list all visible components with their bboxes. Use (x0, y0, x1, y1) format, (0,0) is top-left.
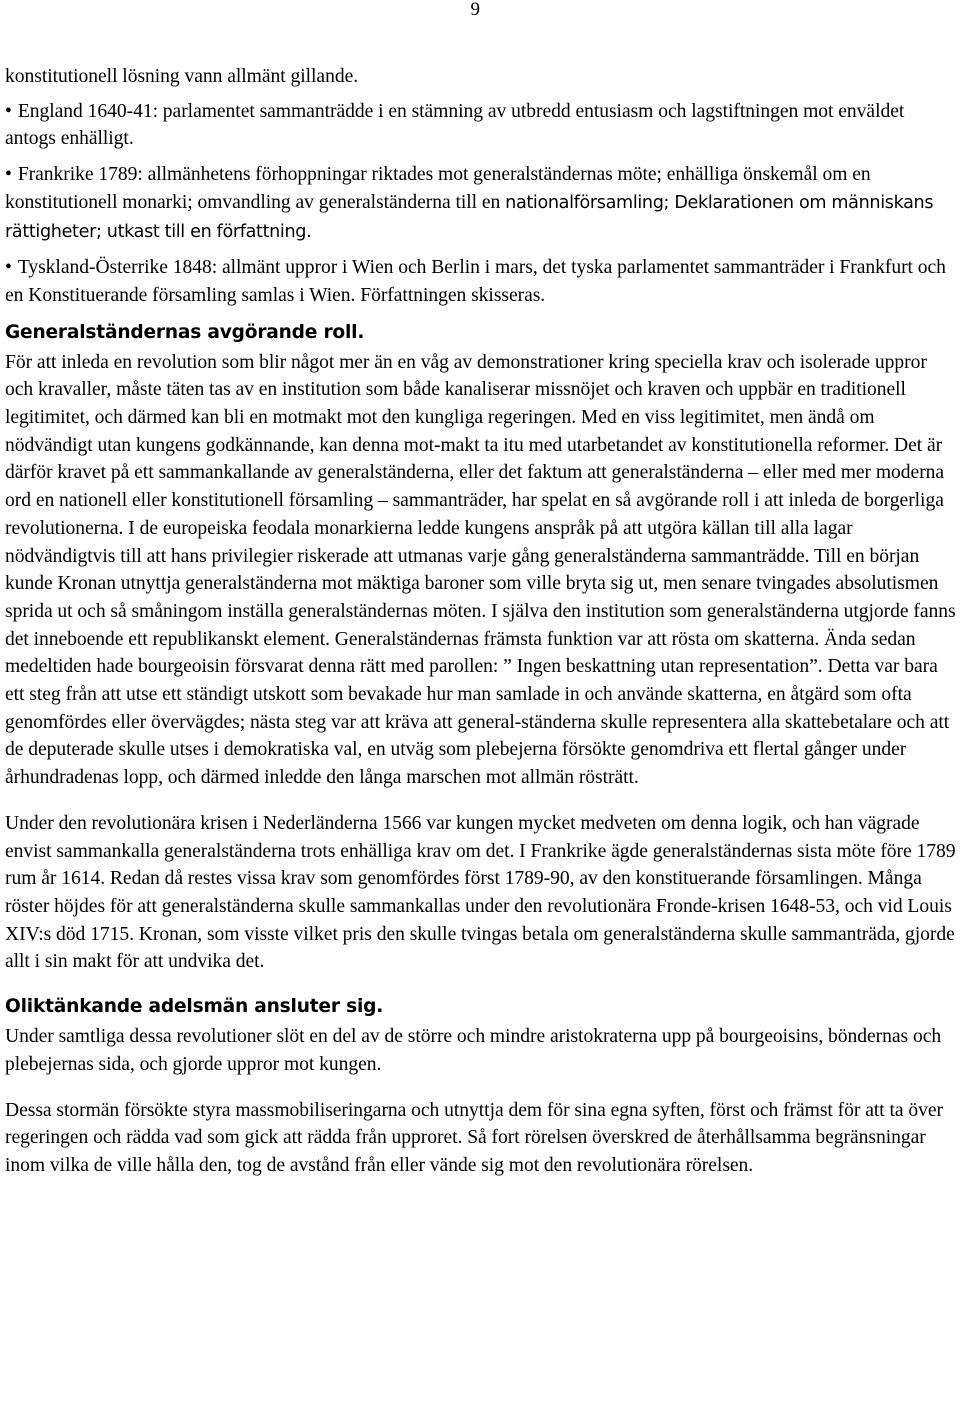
bullet-text-sans: nationalförsamling; Deklarationen om människans rättigheter; utkast till en författning. (5, 192, 934, 242)
bullet-item-tyskland: • Tyskland-Österrike 1848: allmänt uppror i Wien och Berlin i mars, det tyska parlamentet sammanträder i Frankfurt och en Konstituerande församling samlas i Wien. Författningen skisseras. (5, 254, 957, 309)
paragraph: Dessa stormän försökte styra massmobiliseringarna och utnyttja dem för sina egna syften, först och främst för att ta över regeringen och rädda vad som gick att rädda från upproret. Så fort rörelsen överskred de återhållsamma begränsningar inom vilka de ville hålla den, tog de avstånd från eller vände sig mot den revolutionära rörelsen. (5, 1099, 944, 1176)
bullet-item-frankrike (5, 161, 957, 246)
document-body (5, 63, 957, 1198)
section-heading-generalstanderna: Generalständernas avgörande roll. (5, 321, 365, 343)
page-number: 9 (470, 0, 480, 20)
section-heading-adelsman: Oliktänkande adelsmän ansluter sig. (5, 996, 384, 1018)
bullet-text-serif: Frankrike 1789: allmänhetens förhoppningar riktades mot generalständernas möte; enhälliga önskemål om en konstitutionell monarki; omvandling av generalständerna till en (5, 164, 871, 213)
paragraph: Under samtliga dessa revolutioner slöt en del av de större och mindre aristokraterna upp på bourgeoisins, böndernas och plebejernas sida, och gjorde uppror mot kungen. (5, 1026, 942, 1075)
paragraph: Under den revolutionära krisen i Nederländerna 1566 var kungen mycket medveten om denna logik, och han vägrade envist sammankalla generalständerna trots enhälliga krav om det. I Frankrike ägde generalständernas sista möte före 1789 rum år 1614. Redan då restes vissa krav som genomfördes först 1789-90, av den konstituerande församlingen. Många röster höjdes för att generalständerna skulle sammankallas under den revolutionära Fronde-krisen 1648-53, och vid Louis XIV:s död 1715. Kronan, som visste vilket pris den skulle tvingas betala om generalständerna skulle sammanträda, gjorde allt i sin makt för att undvika det. (5, 812, 956, 973)
bullet-item-england: • England 1640-41: parlamentet sammanträdde i en stämning av utbredd entusiasm och lagstiftningen mot enväldet antogs enhälligt. (5, 98, 957, 153)
paragraph: För att inleda en revolution som blir något mer än en våg av demonstrationer kring speciella krav och isolerade uppror och kravaller, måste täten tas av en institution som både kanaliserar missnöjet och kraven och uppbär en traditionell legitimitet, och därmed kan bli en motmakt mot den kungliga regeringen. Med en viss legitimitet, men ändå om nödvändigt utan kungens godkännande, kan denna mot-makt ta itu med utarbetandet av konstitutionella reformer. Det är därför kravet på ett sammankallande av generalständerna, eller det faktum att generalständerna – eller med mer moderna ord en nationell eller konstitutionell församling – sammanträder, har spelat en så avgörande roll i att inleda de borgerliga revolutionerna. I de europeiska feodala monarkierna ledde kungens anspråk på att utgöra källan till alla lagar nödvändigtvis till att hans privilegier riskerade att utmanas varje gång generalständerna sammanträdde. Till en början kunde Kronan utnyttja generalständerna mot mäktiga baroner som ville bryta sig ut, men senare tvingades absolutismen sprida ut och så småningom inställa generalständernas möten. I själva den institution som generalständerna utgjorde fanns det inneboende ett republikanskt element. Generalständernas främsta funktion var att rösta om skatterna. Ända sedan medeltiden hade bourgeoisin försvarat denna rätt med parollen: ” Ingen beskattning utan representation”. Detta var bara ett steg från att utse ett ständigt utskott som bevakade hur man samlade in och använde skatterna, en åtgärd som ofta genomfördes eller övervägdes; nästa steg var att kräva att general-ständerna skulle representera alla skattebetalare och att de deputerade skulle utses i demokratiska val, en utväg som plebejerna försökte genomdriva ett flertal gånger under århundradenas lopp, och därmed inledde den långa marschen mot allmän rösträtt. (5, 351, 956, 789)
intro-line: konstitutionell lösning vann allmänt gillande. (5, 66, 359, 87)
